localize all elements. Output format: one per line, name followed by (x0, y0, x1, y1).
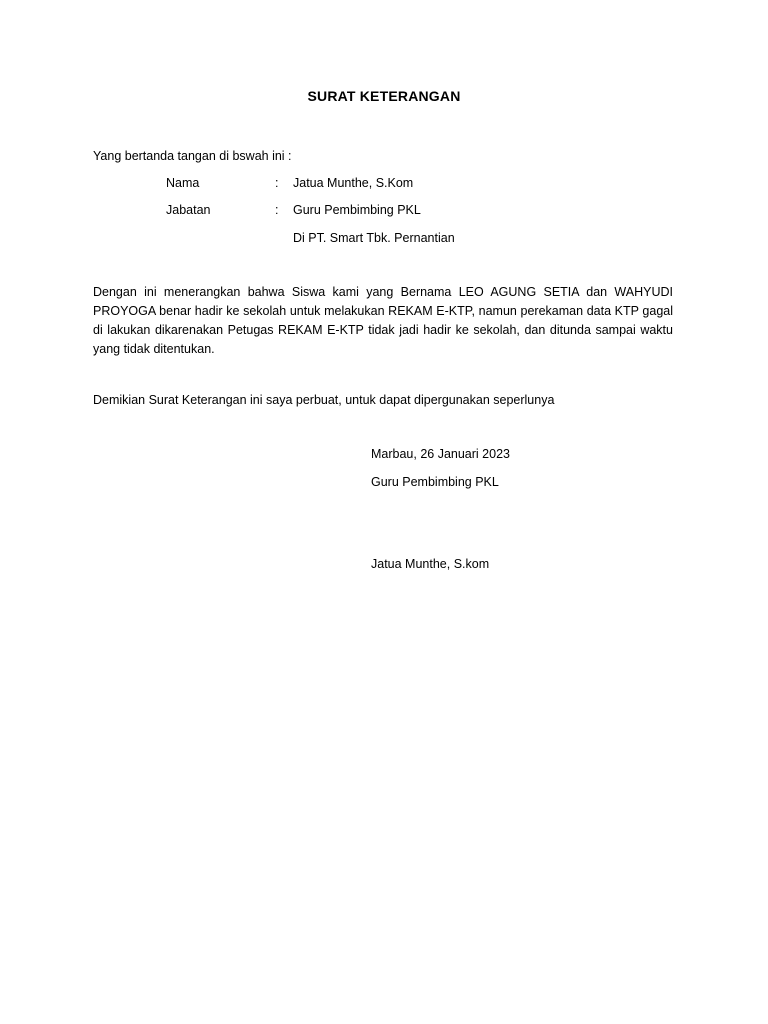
field-value-nama: Jatua Munthe, S.Kom (293, 176, 414, 190)
intro-text: Yang bertanda tangan di bswah ini : (93, 149, 292, 163)
signature-name: Jatua Munthe, S.kom (371, 557, 490, 571)
field-separator-nama: : (275, 176, 279, 190)
field-label-jabatan: Jabatan (166, 203, 211, 217)
field-label-nama: Nama (166, 176, 200, 190)
closing-text: Demikian Surat Keterangan ini saya perbuat, untuk dapat dipergunakan seperlunya (93, 393, 555, 407)
signature-role: Guru Pembimbing PKL (371, 475, 499, 489)
field-value-jabatan: Guru Pembimbing PKL (293, 203, 421, 217)
body-paragraph: Dengan ini menerangkan bahwa Siswa kami yang Bernama LEO AGUNG SETIA dan WAHYUDI PROYOGA benar hadir ke sekolah untuk melakukan REKAM E-KTP, namun perekaman data KTP gagal di lakukan dikarenakan Petugas REKAM E-KTP tidak jadi hadir ke sekolah, dan ditunda sampai waktu yang tidak ditentukan. (93, 285, 673, 356)
field-separator-jabatan: : (275, 203, 279, 217)
letter-title: SURAT KETERANGAN (307, 88, 461, 104)
field-value-workplace: Di PT. Smart Tbk. Pernantian (293, 231, 455, 245)
signature-place-date: Marbau, 26 Januari 2023 (371, 447, 510, 461)
